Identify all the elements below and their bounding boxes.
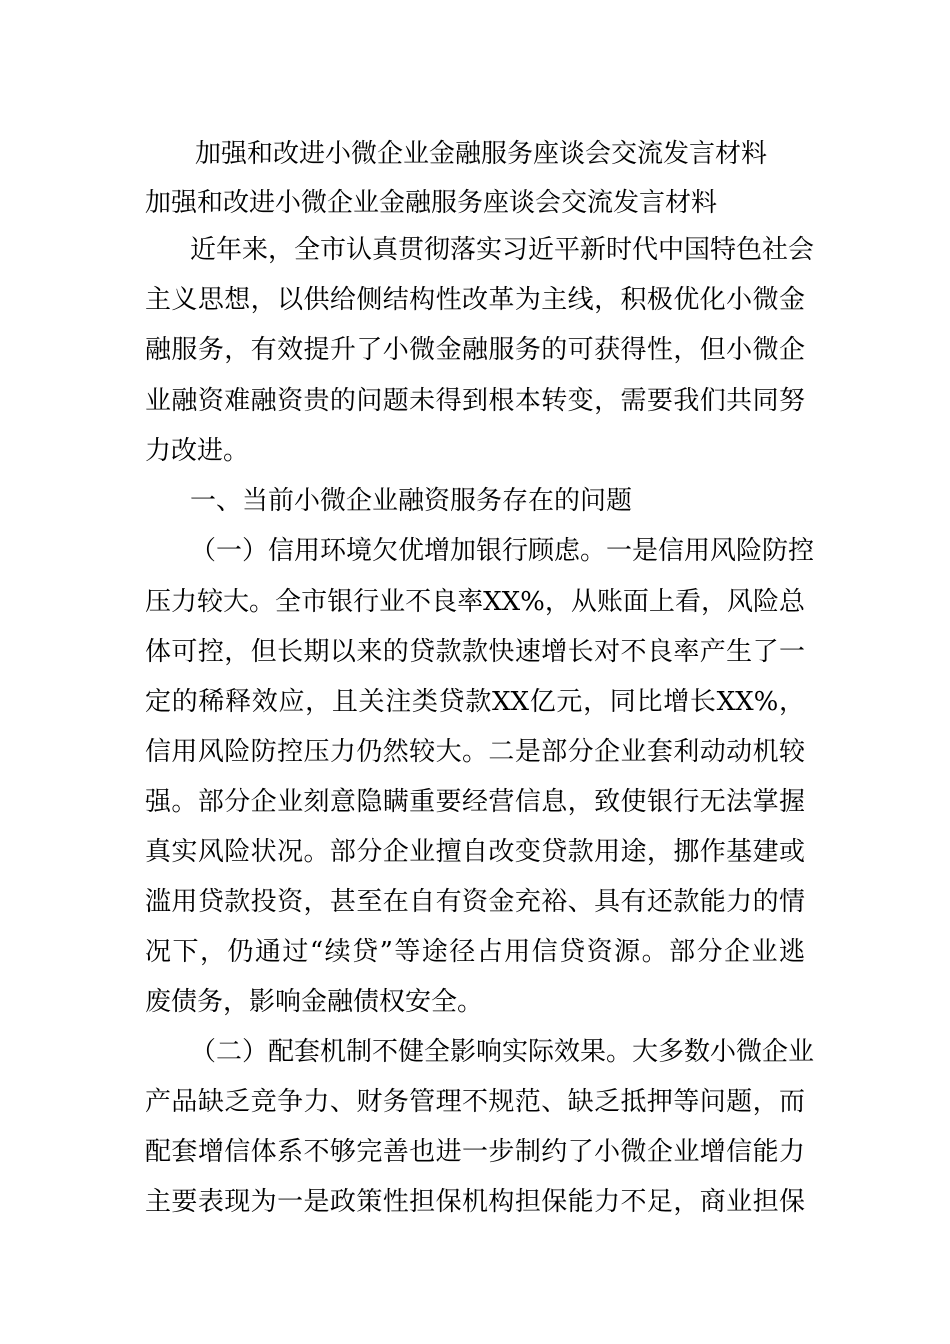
subsection-1-line: 废债务，影响金融债权安全。 — [145, 987, 484, 1017]
document-title-centered: 加强和改进小微企业金融服务座谈会交流发言材料 — [195, 139, 768, 169]
subsection-1-line: 体可控，但长期以来的贷款款快速增长对不良率产生了一 — [145, 637, 805, 667]
subsection-1-line: 压力较大。全市银行业不良率XX%，从账面上看，风险总 — [145, 587, 805, 617]
subsection-2-line: （二）配套机制不健全影响实际效果。大多数小微企业 — [190, 1037, 815, 1067]
intro-line: 业融资难融资贵的问题未得到根本转变，需要我们共同努 — [145, 386, 805, 416]
subsection-1-line: 强。部分企业刻意隐瞒重要经营信息，致使银行无法掌握 — [145, 787, 805, 817]
intro-line: 主义思想，以供给侧结构性改革为主线，积极优化小微金 — [145, 285, 805, 315]
subsection-1-line: 况下，仍通过“续贷”等途径占用信贷资源。部分企业逃 — [145, 937, 805, 967]
subsection-2-line: 主要表现为一是政策性担保机构担保能力不足，商业担保 — [145, 1187, 805, 1217]
subsection-2-line: 配套增信体系不够完善也进一步制约了小微企业增信能力 — [145, 1137, 805, 1167]
subsection-1-line: 真实风险状况。部分企业擅自改变贷款用途，挪作基建或 — [145, 837, 805, 867]
subsection-1-line: 滥用贷款投资，甚至在自有资金充裕、具有还款能力的情 — [145, 887, 805, 917]
subsection-2-line: 产品缺乏竞争力、财务管理不规范、缺乏抵押等问题，而 — [145, 1087, 805, 1117]
subsection-1-line: （一）信用环境欠优增加银行顾虑。一是信用风险防控 — [190, 536, 815, 566]
intro-line: 融服务，有效提升了小微金融服务的可获得性，但小微企 — [145, 335, 805, 365]
subsection-1-line: 信用风险防控压力仍然较大。二是部分企业套利动动机较 — [145, 737, 805, 767]
document-title-left: 加强和改进小微企业金融服务座谈会交流发言材料 — [145, 188, 718, 218]
intro-line: 近年来，全市认真贯彻落实习近平新时代中国特色社会 — [190, 235, 815, 265]
subsection-1-line: 定的稀释效应，且关注类贷款XX亿元，同比增长XX%， — [145, 687, 805, 717]
section-heading: 一、当前小微企业融资服务存在的问题 — [190, 486, 633, 516]
intro-line: 力改进。 — [145, 436, 250, 466]
